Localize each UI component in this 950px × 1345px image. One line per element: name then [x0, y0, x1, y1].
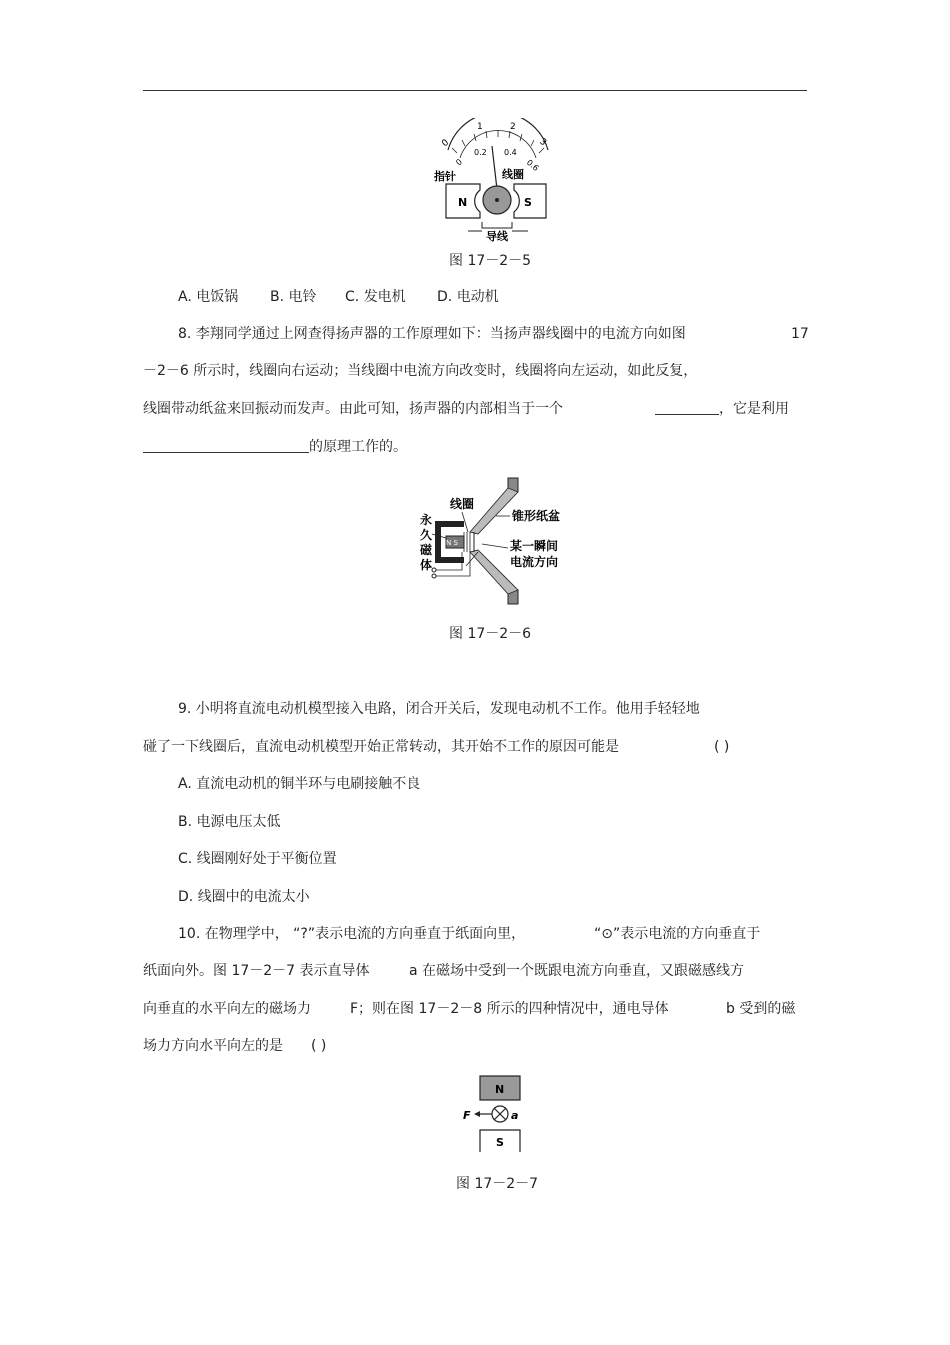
q10-line-2a: 纸面向外。图 17－2－7 表示直导体 — [143, 963, 370, 979]
label-coil: 线圈 — [502, 168, 524, 181]
q9-option-a — [178, 774, 420, 794]
answer-blank-2[interactable] — [143, 438, 309, 453]
q8-line-3-end — [655, 399, 789, 419]
label-pointer: 指针 — [434, 170, 456, 183]
label-force: F — [463, 1109, 471, 1122]
q8-line-4-suffix: 的原理工作的。 — [309, 439, 407, 455]
q7-options — [178, 287, 499, 307]
q8-line-1-tail: 17 — [791, 326, 809, 342]
q7-option-letter: C. — [345, 289, 360, 305]
q7-option-text: 电动机 — [456, 289, 499, 305]
fig7-pole-s: S — [496, 1136, 504, 1149]
scale-top-1: 1 — [477, 122, 483, 132]
q8-line-3 — [143, 399, 563, 419]
scale-top-3: 3 — [537, 136, 549, 149]
label-magnet-2: 久 — [420, 528, 433, 542]
label-magnet-3: 磁 — [420, 543, 433, 557]
q10-line-3a: 向垂直的水平向左的磁场力 — [143, 1001, 311, 1017]
option-text: 电源电压太低 — [196, 814, 281, 830]
q9-answer-paren[interactable]: ( ) — [714, 739, 730, 755]
caption-17-2-7: 图 17－2－7 — [456, 1176, 539, 1192]
q7-option-text: 电饭锅 — [196, 289, 239, 305]
label-magnet-1: 永 — [420, 513, 433, 527]
scale-top-0: 0 — [440, 137, 452, 150]
q7-option-text: 发电机 — [363, 289, 406, 305]
option-letter: A. — [178, 776, 192, 792]
label-conductor-a: a — [511, 1109, 519, 1122]
q7-option-text: 电铃 — [288, 289, 317, 305]
scale-bottom-3: 0.6 — [524, 157, 541, 173]
q8-line-1: 8. 李翔同学通过上网查得扬声器的工作原理如下：当扬声器线圈中的电流方向如图 — [178, 326, 686, 342]
q9-option-d — [178, 887, 310, 907]
scale-bottom-0: 0 — [454, 157, 464, 168]
label-current: 电流方向 — [510, 555, 559, 569]
q7-option-letter: B. — [270, 289, 285, 305]
q7-option-letter: D. — [437, 289, 453, 305]
figure-17-2-6 — [416, 474, 576, 608]
label-cone: 锥形纸盆 — [512, 509, 561, 523]
q8-line-3-suffix: ，它是利用 — [719, 401, 789, 417]
q9-line-2: 碰了一下线圈后，直流电动机模型开始正常转动，其开始不工作的原因可能是 — [143, 739, 619, 755]
q10-line-1a: 10. 在物理学中， “?”表示电流的方向垂直于纸面向里， — [178, 926, 526, 942]
caption-17-2-6: 图 17－2－6 — [449, 626, 532, 642]
label-ns: N S — [446, 539, 458, 547]
q7-option-letter: A. — [178, 289, 192, 305]
q10-line-1b: “⊙”表示电流的方向垂直于 — [594, 926, 761, 942]
header-rule — [143, 90, 807, 91]
label-instant: 某一瞬间 — [510, 539, 559, 553]
q10-line-3b: F；则在图 17－2－8 所示的四种情况中，通电导体 — [350, 1001, 669, 1017]
label-magnet-4: 体 — [420, 558, 433, 572]
option-text: 线圈刚好处于平衡位置 — [196, 851, 337, 867]
q9-option-b — [178, 812, 281, 832]
caption-17-2-5: 图 17－2－5 — [449, 253, 532, 269]
q10-line-4a: 场力方向水平向左的是 — [143, 1038, 283, 1054]
q9-option-c — [178, 849, 337, 869]
figure-17-2-7 — [460, 1074, 540, 1156]
q8-line-3-text: 线圈带动纸盆来回振动而发声。由此可知，扬声器的内部相当于一个 — [143, 401, 563, 417]
scale-bottom-1: 0.2 — [474, 148, 487, 157]
scale-bottom-2: 0.4 — [504, 148, 517, 157]
label-wire: 导线 — [486, 230, 508, 243]
option-letter: C. — [178, 851, 193, 867]
option-letter: D. — [178, 889, 194, 905]
fig7-pole-n: N — [495, 1083, 505, 1096]
q9-line-1: 9. 小明将直流电动机模型接入电路，闭合开关后，发现电动机不工作。他用手轻轻地 — [178, 701, 700, 717]
q10-answer-paren[interactable]: ( ) — [311, 1038, 327, 1054]
figure-17-2-5 — [430, 118, 560, 248]
q8-line-4 — [143, 437, 407, 457]
pole-s: S — [524, 196, 532, 209]
q10-line-2b: a 在磁场中受到一个既跟电流方向垂直，又跟磁感线方 — [409, 963, 745, 979]
option-letter: B. — [178, 814, 193, 830]
fig6-label-coil: 线圈 — [450, 497, 475, 511]
q8-line-2: －2－6 所示时，线圈向右运动；当线圈中电流方向改变时，线圈将向左运动，如此反复， — [143, 363, 698, 379]
answer-blank-1[interactable] — [655, 400, 719, 415]
scale-top-2: 2 — [510, 122, 516, 132]
pole-n: N — [458, 196, 468, 209]
option-text: 线圈中的电流太小 — [197, 889, 310, 905]
option-text: 直流电动机的铜半环与电刷接触不良 — [196, 776, 421, 792]
q10-line-3c: b 受到的磁 — [726, 1001, 796, 1017]
